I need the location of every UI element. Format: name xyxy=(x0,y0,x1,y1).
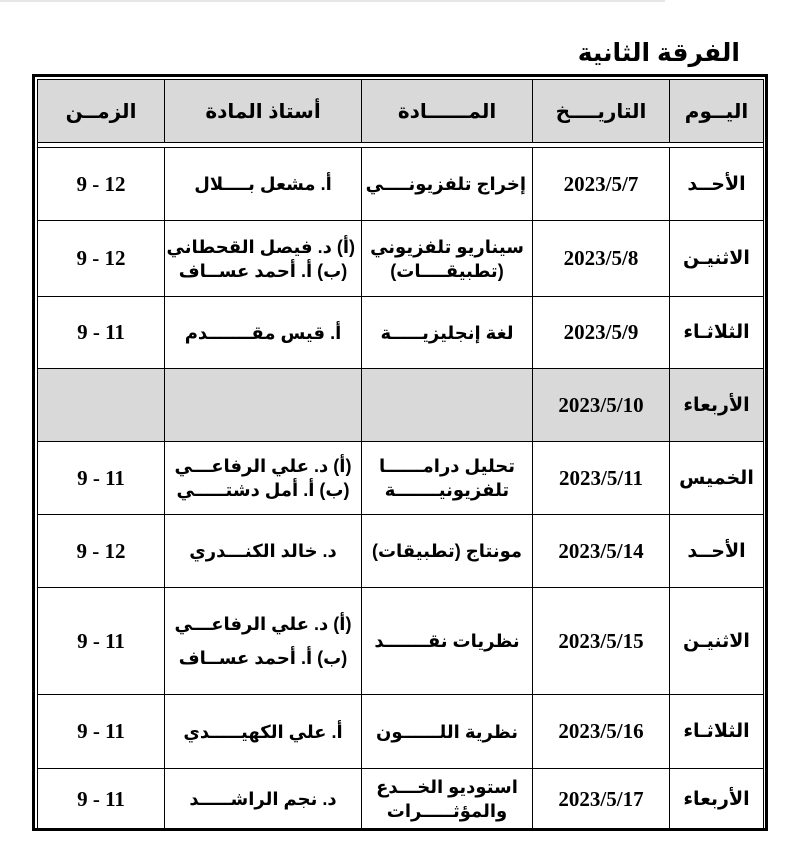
subject-cell xyxy=(362,297,533,369)
schedule-table xyxy=(37,79,764,830)
time-cell: 9 - 12 xyxy=(38,221,165,297)
time-cell: 9 - 11 xyxy=(38,769,165,830)
subject-cell-line: نظريات نقـــــــد xyxy=(374,631,520,651)
teacher-cell-line: (ب) أ. أحمد عســاف xyxy=(178,260,348,281)
time-cell xyxy=(38,369,165,442)
time-cell: 9 - 12 xyxy=(38,515,165,588)
subject-cell xyxy=(362,515,533,588)
day-cell: الاثنيـن xyxy=(670,588,764,695)
header-teacher: أستاذ المادة xyxy=(165,80,362,143)
day-cell: الخميس xyxy=(670,442,764,515)
table-row xyxy=(38,148,764,221)
table-row xyxy=(38,515,764,588)
date-cell: 2023/5/16 xyxy=(533,695,670,769)
date-cell: 2023/5/10 xyxy=(533,369,670,442)
day-cell: الثلاثـاء xyxy=(670,297,764,369)
day-cell: الاثنيـن xyxy=(670,221,764,297)
header-subject: المــــــادة xyxy=(362,80,533,143)
table-row xyxy=(38,442,764,515)
teacher-cell-line: (أ) د. علي الرفاعـــي xyxy=(174,614,352,634)
subject-cell-line: والمؤثـــــرات xyxy=(386,801,508,821)
subject-cell-line: مونتاج (تطبيقات) xyxy=(371,541,523,561)
subject-cell-line: تحليل درامــــــا xyxy=(378,456,516,476)
subject-cell-line: استوديو الخـــدع xyxy=(376,777,518,797)
teacher-cell-line: أ. مشعل بــــلال xyxy=(194,174,332,194)
teacher-cell xyxy=(165,695,362,769)
teacher-cell xyxy=(165,515,362,588)
teacher-cell xyxy=(165,148,362,221)
teacher-cell-line: (ب) أ. أحمد عســاف xyxy=(178,648,348,668)
table-row xyxy=(38,369,764,442)
teacher-cell-line: أ. علي الكهيـــــدي xyxy=(183,721,343,742)
header-date: التاريــــخ xyxy=(533,80,670,143)
day-cell: الأربعاء xyxy=(670,769,764,830)
date-cell: 2023/5/8 xyxy=(533,221,670,297)
teacher-cell-line: (أ) د. علي الرفاعـــي xyxy=(174,456,352,476)
header-row xyxy=(38,80,764,143)
day-cell: الأحــد xyxy=(670,148,764,221)
date-cell: 2023/5/7 xyxy=(533,148,670,221)
date-cell: 2023/5/9 xyxy=(533,297,670,369)
time-cell: 9 - 11 xyxy=(38,695,165,769)
subject-cell xyxy=(362,221,533,297)
teacher-cell xyxy=(165,588,362,695)
subject-cell-line: سيناريو تلفزيوني xyxy=(370,236,524,257)
date-cell: 2023/5/11 xyxy=(533,442,670,515)
subject-cell xyxy=(362,695,533,769)
time-cell: 9 - 11 xyxy=(38,442,165,515)
table-row xyxy=(38,588,764,695)
subject-cell xyxy=(362,588,533,695)
table-row xyxy=(38,695,764,769)
header-time: الزمــن xyxy=(38,80,165,143)
date-cell: 2023/5/15 xyxy=(533,588,670,695)
date-cell: 2023/5/17 xyxy=(533,769,670,830)
time-cell: 9 - 11 xyxy=(38,588,165,695)
table-row xyxy=(38,221,764,297)
subject-cell-line: إخراج تلفزيونــــي xyxy=(365,174,526,194)
subject-cell-line: (تطبيقــــات) xyxy=(390,260,504,281)
teacher-cell xyxy=(165,442,362,515)
subject-cell xyxy=(362,369,533,442)
date-cell: 2023/5/14 xyxy=(533,515,670,588)
teacher-cell-line: د. نجم الراشـــــد xyxy=(189,789,337,809)
table-row xyxy=(38,769,764,830)
teacher-cell xyxy=(165,221,362,297)
top-rule xyxy=(0,0,665,2)
header-day: اليــوم xyxy=(670,80,764,143)
subject-cell xyxy=(362,442,533,515)
day-cell: الأربعاء xyxy=(670,369,764,442)
subject-cell-line: تلفزيونيـــــــة xyxy=(384,480,510,500)
day-cell: الثلاثـاء xyxy=(670,695,764,769)
teacher-cell xyxy=(165,297,362,369)
time-cell: 9 - 12 xyxy=(38,148,165,221)
subject-cell-line: نظرية اللــــــون xyxy=(375,721,518,742)
table-row xyxy=(38,297,764,369)
subject-cell xyxy=(362,148,533,221)
time-cell: 9 - 11 xyxy=(38,297,165,369)
teacher-cell xyxy=(165,369,362,442)
schedule-body xyxy=(38,143,764,830)
teacher-cell-line: (ب) أ. أمل دشتـــــي xyxy=(176,480,350,500)
teacher-cell-line: (أ) د. فيصل القحطاني xyxy=(166,236,355,257)
subject-cell-line: لغة إنجليزيـــــة xyxy=(380,322,514,343)
teacher-cell xyxy=(165,769,362,830)
teacher-cell-line: د. خالد الكنـــدري xyxy=(189,541,337,561)
teacher-cell-line: أ. قيس مقـــــــدم xyxy=(184,322,342,343)
subject-cell xyxy=(362,769,533,830)
day-cell: الأحــد xyxy=(670,515,764,588)
page-title: الفرقة الثانية xyxy=(577,39,740,67)
